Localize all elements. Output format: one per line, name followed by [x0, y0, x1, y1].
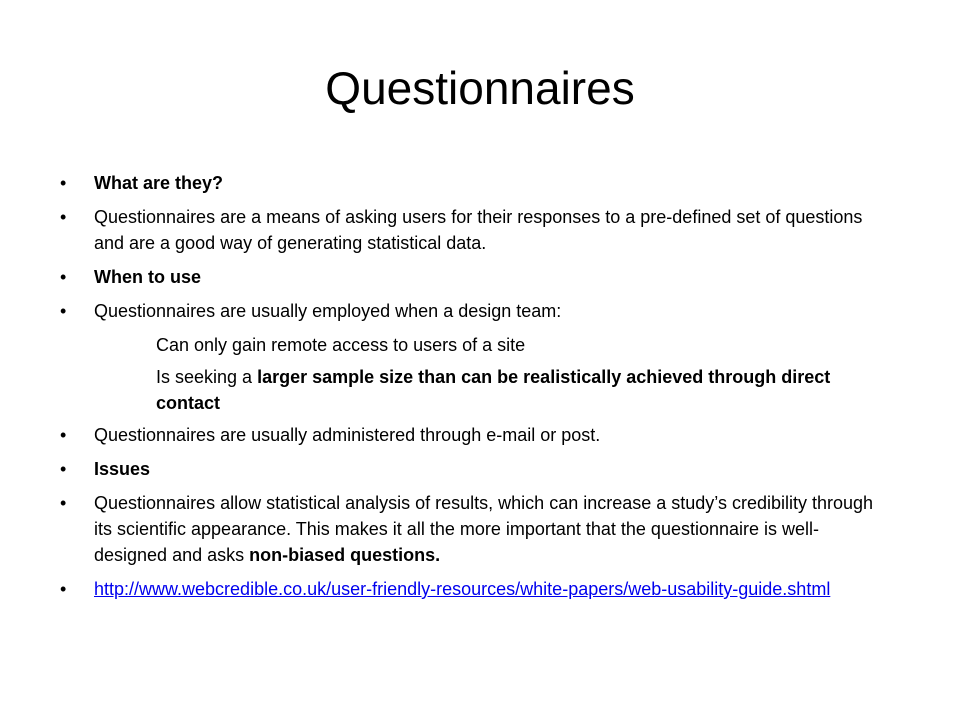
sub-item-remote-access [60, 332, 890, 358]
bullet-issues-text [60, 490, 890, 568]
bullet-link [60, 576, 890, 602]
bullet-icon: • [60, 425, 67, 445]
bullet-when-to-use [60, 264, 890, 290]
bullet-what-are-they [60, 170, 890, 196]
heading-issues: Issues [94, 459, 151, 479]
bullet-icon: • [60, 579, 67, 599]
slide-content [60, 170, 890, 610]
reference-link[interactable]: http://www.webcredible.co.uk/user-friendly-resources/white-papers/web-usability-guide.shtml [94, 579, 831, 599]
sub-item-remote-text: Can only gain remote access to users of a site [156, 335, 526, 355]
sub-item-sample-prefix: Is seeking a [156, 367, 258, 387]
bullet-icon: • [60, 301, 67, 321]
sub-item-sample-size [60, 364, 890, 416]
bullet-employed-when [60, 298, 890, 324]
employed-when-text: Questionnaires are usually employed when a design team: [94, 301, 562, 321]
issues-text-prefix: Questionnaires allow statistical analysis of results, which can increase a study’s credibility through its scientific appearance. This makes it all the more important that the questionnaire is well-designed and asks [94, 493, 874, 565]
heading-when-to-use: When to use [94, 267, 201, 287]
issues-text-bold: non-biased questions. [249, 545, 441, 565]
slide-title: Questionnaires [325, 62, 635, 114]
bullet-icon: • [60, 493, 67, 513]
bullet-definition [60, 204, 890, 256]
bullet-icon: • [60, 173, 67, 193]
definition-text: Questionnaires are a means of asking users for their responses to a pre-defined set of questions and are a good way of generating statistical data. [94, 207, 863, 253]
heading-what-are-they: What are they? [94, 173, 224, 193]
bullet-icon: • [60, 267, 67, 287]
bullet-issues [60, 456, 890, 482]
bullet-administered [60, 422, 890, 448]
bullet-icon: • [60, 207, 67, 227]
administered-text: Questionnaires are usually administered through e-mail or post. [94, 425, 601, 445]
sub-item-sample-bold: larger sample size than can be realistically achieved through direct contact [156, 367, 831, 413]
bullet-icon: • [60, 459, 67, 479]
